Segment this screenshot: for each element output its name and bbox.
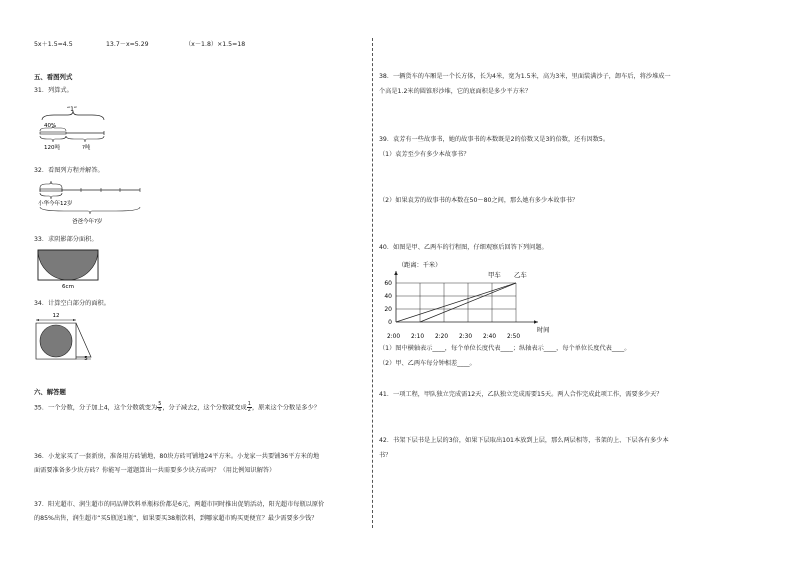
x-tick-label: 2:50 [507, 334, 521, 340]
q34-bottom-label: 5 [84, 356, 88, 362]
section-6-heading: 六、解答题 [34, 388, 66, 396]
section-5-heading: 五、看图列式 [34, 73, 73, 81]
q42-line-2: 书？ [379, 452, 392, 459]
q31-diagram [34, 100, 114, 152]
q40-part-1: （1）图中横轴表示____，每个单位长度代表____；纵轴表示____，每个单位长度代表____。 [379, 345, 631, 352]
y-tick-label: 40 [384, 293, 392, 300]
q35-mid: ，分子减去2，这个分数就变成 [162, 404, 247, 412]
q38-line-2: 个高是1.2米的圆锥形沙堆，它的底面积是多少平方米？ [379, 88, 532, 95]
q39-part-1: （1）袁芳至少有多少本故事书？ [379, 151, 470, 158]
series-label-2: 乙车 [514, 271, 527, 279]
q35-fraction-2-denominator: 2 [247, 407, 251, 413]
q36-line-2: 面需要准备多少块方砖？你能写一道题算出一共需要多少块方砖吗？（用比例知识解答） [34, 467, 276, 474]
q35-fraction-2-numerator: 1 [247, 401, 251, 407]
q33-diagram [34, 248, 104, 290]
q34-diagram [34, 310, 114, 362]
q33-label: 33．求阴影部分面积。 [34, 236, 98, 243]
x-tick-label: 2:00 [387, 334, 401, 340]
y-tick-label: 20 [384, 306, 392, 313]
q39-part-2: （2）如果袁芳的故事书的本数在50～80之间，那么她有多少本故事书？ [379, 197, 579, 204]
equation-3: （x－1.8）×1.5=18 [185, 41, 246, 48]
q31-label: 31．列算式。 [34, 87, 73, 94]
q35-fraction-1-numerator: 5 [158, 401, 162, 407]
q31-one-label: “1” [66, 106, 78, 113]
y-tick-label: 0 [388, 319, 392, 326]
equation-1: 5x＋1.5=4.5 [34, 41, 73, 48]
x-axis-arrow [534, 320, 538, 324]
x-tick-label: 2:20 [435, 334, 449, 340]
chart-x-ticks [387, 334, 520, 340]
q36-line-1: 36．小龙家买了一套新房，准备用方砖铺地，80块方砖可铺地24平方米。小龙家一共要铺36平方米的地 [34, 453, 320, 460]
q35-fraction-1-denominator: 6 [158, 407, 162, 413]
x-tick-label: 2:30 [459, 334, 473, 340]
q37-line-2: 的85%出售，润生超市“买5瓶送1瓶”，如果要买38瓶饮料，到哪家超市购买更便宜？最少需要多少钱？ [34, 515, 318, 522]
q39-intro: 39．袁芳有一些故事书，她的故事书的本数既是2的倍数又是3的倍数，还有因数5。 [379, 136, 610, 143]
q32-xiaohua-label: 小华今年12岁 [38, 201, 73, 207]
q32-diagram [34, 178, 144, 226]
chart-y-ticks [384, 280, 392, 326]
q34-top-label: 12 [52, 313, 60, 319]
q37-line-1: 37．阳光超市、润生超市的同品牌饮料单瓶标价都是6元，两超市同时推出促销活动，阳光超市每瓶以原价 [34, 501, 325, 508]
q31-unknown-amount: ?吨 [82, 145, 91, 151]
q35-post: ，原来这个分数是多少？ [251, 404, 320, 412]
q42-line-1: 42．书架下层书是上层的3倍，如果下层取出101本放到上层，那么两层相等，书架的上、下层各有多少本 [379, 437, 669, 444]
q38-line-1: 38．一辆货车的车厢是一个长方体，长为4米，宽为1.5米，高为3米，里面装满沙子，卸车后，将沙堆成一 [379, 73, 671, 80]
q32-dad-label: 爸爸今年?岁 [72, 219, 103, 225]
q31-left-amount: 120吨 [44, 145, 60, 151]
x-tick-label: 2:40 [483, 334, 497, 340]
equation-2: 13.7－x=5.29 [106, 41, 149, 48]
chart-x-axis-label: 时间 [537, 327, 550, 334]
q40-part-2: （2）甲、乙两车每分钟相差____。 [379, 360, 476, 367]
series-label-1: 甲车 [488, 271, 501, 279]
y-tick-label: 60 [384, 280, 392, 287]
column-divider [372, 38, 373, 528]
x-tick-label: 2:10 [411, 334, 425, 340]
q40-intro: 40．如图是甲、乙两车的行程图，仔细观察后回答下列问题。 [379, 244, 548, 251]
y-axis-arrow [394, 271, 398, 275]
q34-label: 34．计算空白部分的面积。 [34, 300, 110, 307]
q40-travel-chart [376, 256, 556, 342]
q35-text [34, 402, 320, 413]
q35-pre: 35．一个分数，分子加上4，这个分数就变为 [34, 404, 158, 412]
q32-label: 32．看图列方程并解答。 [34, 167, 104, 174]
q31-percent-label: 40% [44, 123, 57, 129]
series-line-2 [396, 283, 516, 322]
q33-width-label: 6cm [62, 284, 74, 290]
chart-y-axis-label: （距离：千米） [398, 262, 442, 269]
q41-text: 41．一项工程，甲队独立完成需12天，乙队独立完成需要15天。两人合作完成此项工作，需要多少天？ [379, 391, 663, 398]
